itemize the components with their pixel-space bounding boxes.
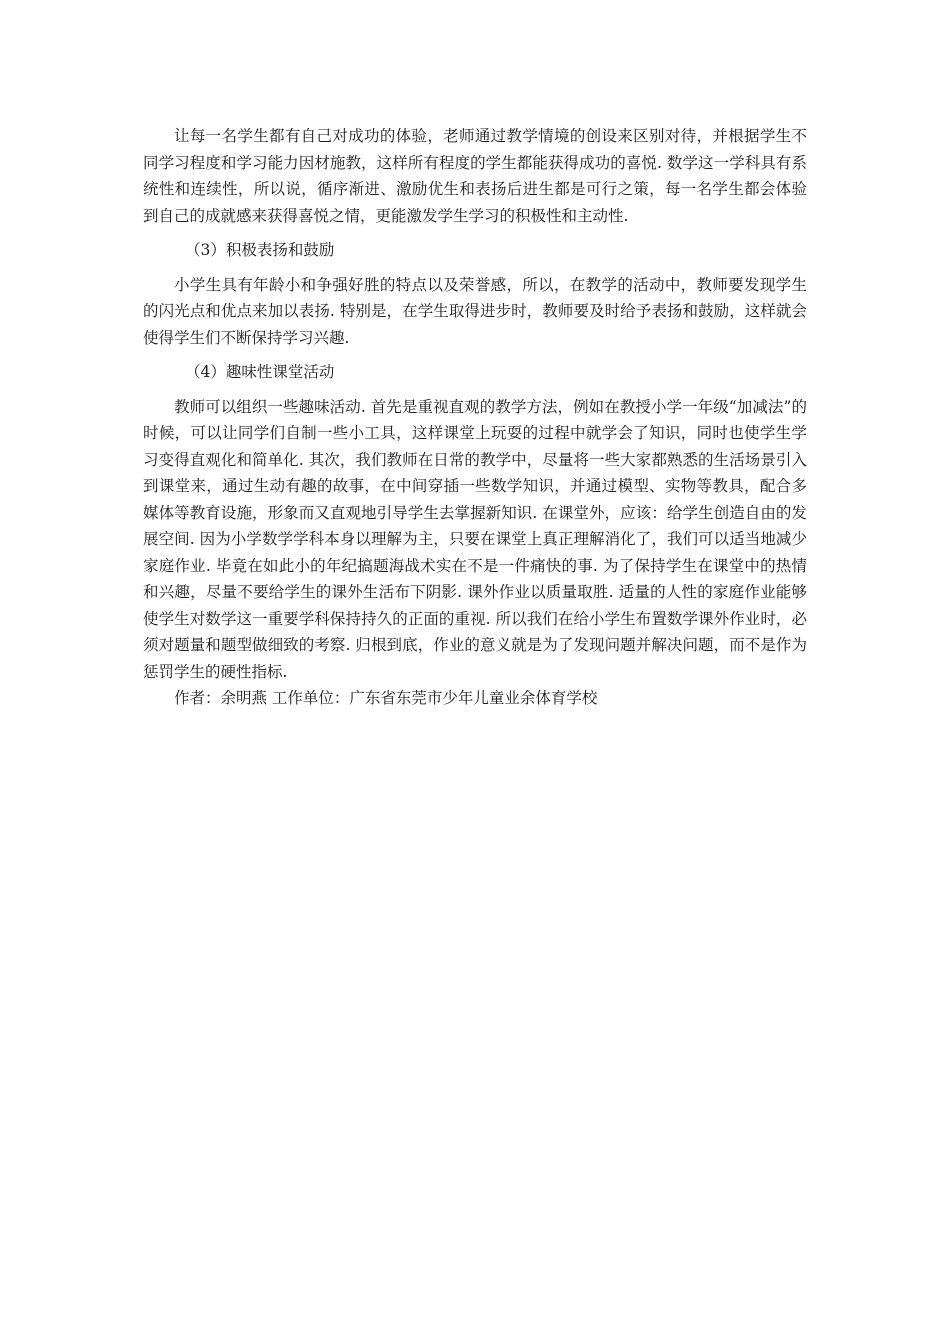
- paragraph-praise: 小学生具有年龄小和争强好胜的特点以及荣誉感，所以，在教学的活动中，教师要发现学生的闪光点和优点来加以表扬. 特别是，在学生取得进步时，教师要及时给予表扬和鼓励，这样就会使得学生们不断保持学习兴趣.: [143, 275, 807, 347]
- document-page: [143, 123, 807, 712]
- author-signature: 作者：余明燕 工作单位：广东省东莞市少年儿童业余体育学校: [174, 689, 598, 707]
- section-heading-praise: （3）积极表扬和鼓励: [185, 241, 335, 259]
- paragraph-success-experience: 让每一名学生都有自己对成功的体验，老师通过教学情境的创设来区别对待，并根据学生不同学习程度和学习能力因材施教，这样所有程度的学生都能获得成功的喜悦. 数学这一学科具有系统性和连续性，所以说，循序渐进、激励优生和表扬后进生都是可行之策，每一名学生都会体验到自己的成就感来获得喜悦之情，更能激发学生学习的积极性和主动性.: [143, 127, 807, 225]
- paragraph-activities: 教师可以组织一些趣味活动. 首先是重视直观的教学方法，例如在教授小学一年级“加减法”的时候，可以让同学们自制一些小工具，这样课堂上玩耍的过程中就学会了知识，同时也使学生学习变得直观化和简单化. 其次，我们教师在日常的教学中，尽量将一些大家都熟悉的生活场景引入到课堂来，通过生动有趣的故事，在中间穿插一些数学知识，并通过模型、实物等教具，配合多媒体等教育设施，形象而又直观地引导学生去掌握新知识. 在课堂外，应该：给学生创造自由的发展空间. 因为小学数学学科本身以理解为主，只要在课堂上真正理解消化了，我们可以适当地减少家庭作业. 毕竟在如此小的年纪搞题海战术实在不是一件痛快的事. 为了保持学生在课堂中的热情和兴趣，尽量不要给学生的课外生活布下阴影. 课外作业以质量取胜. 适量的人性的家庭作业能够使学生对数学这一重要学科保持持久的正面的重视. 所以我们在给小学生布置数学课外作业时，必须对题量和题型做细致的考察. 归根到底，作业的意义就是为了发现问题并解决问题，而不是作为惩罚学生的硬性指标.: [143, 397, 807, 681]
- section-heading-activities: （4）趣味性课堂活动: [185, 363, 335, 381]
